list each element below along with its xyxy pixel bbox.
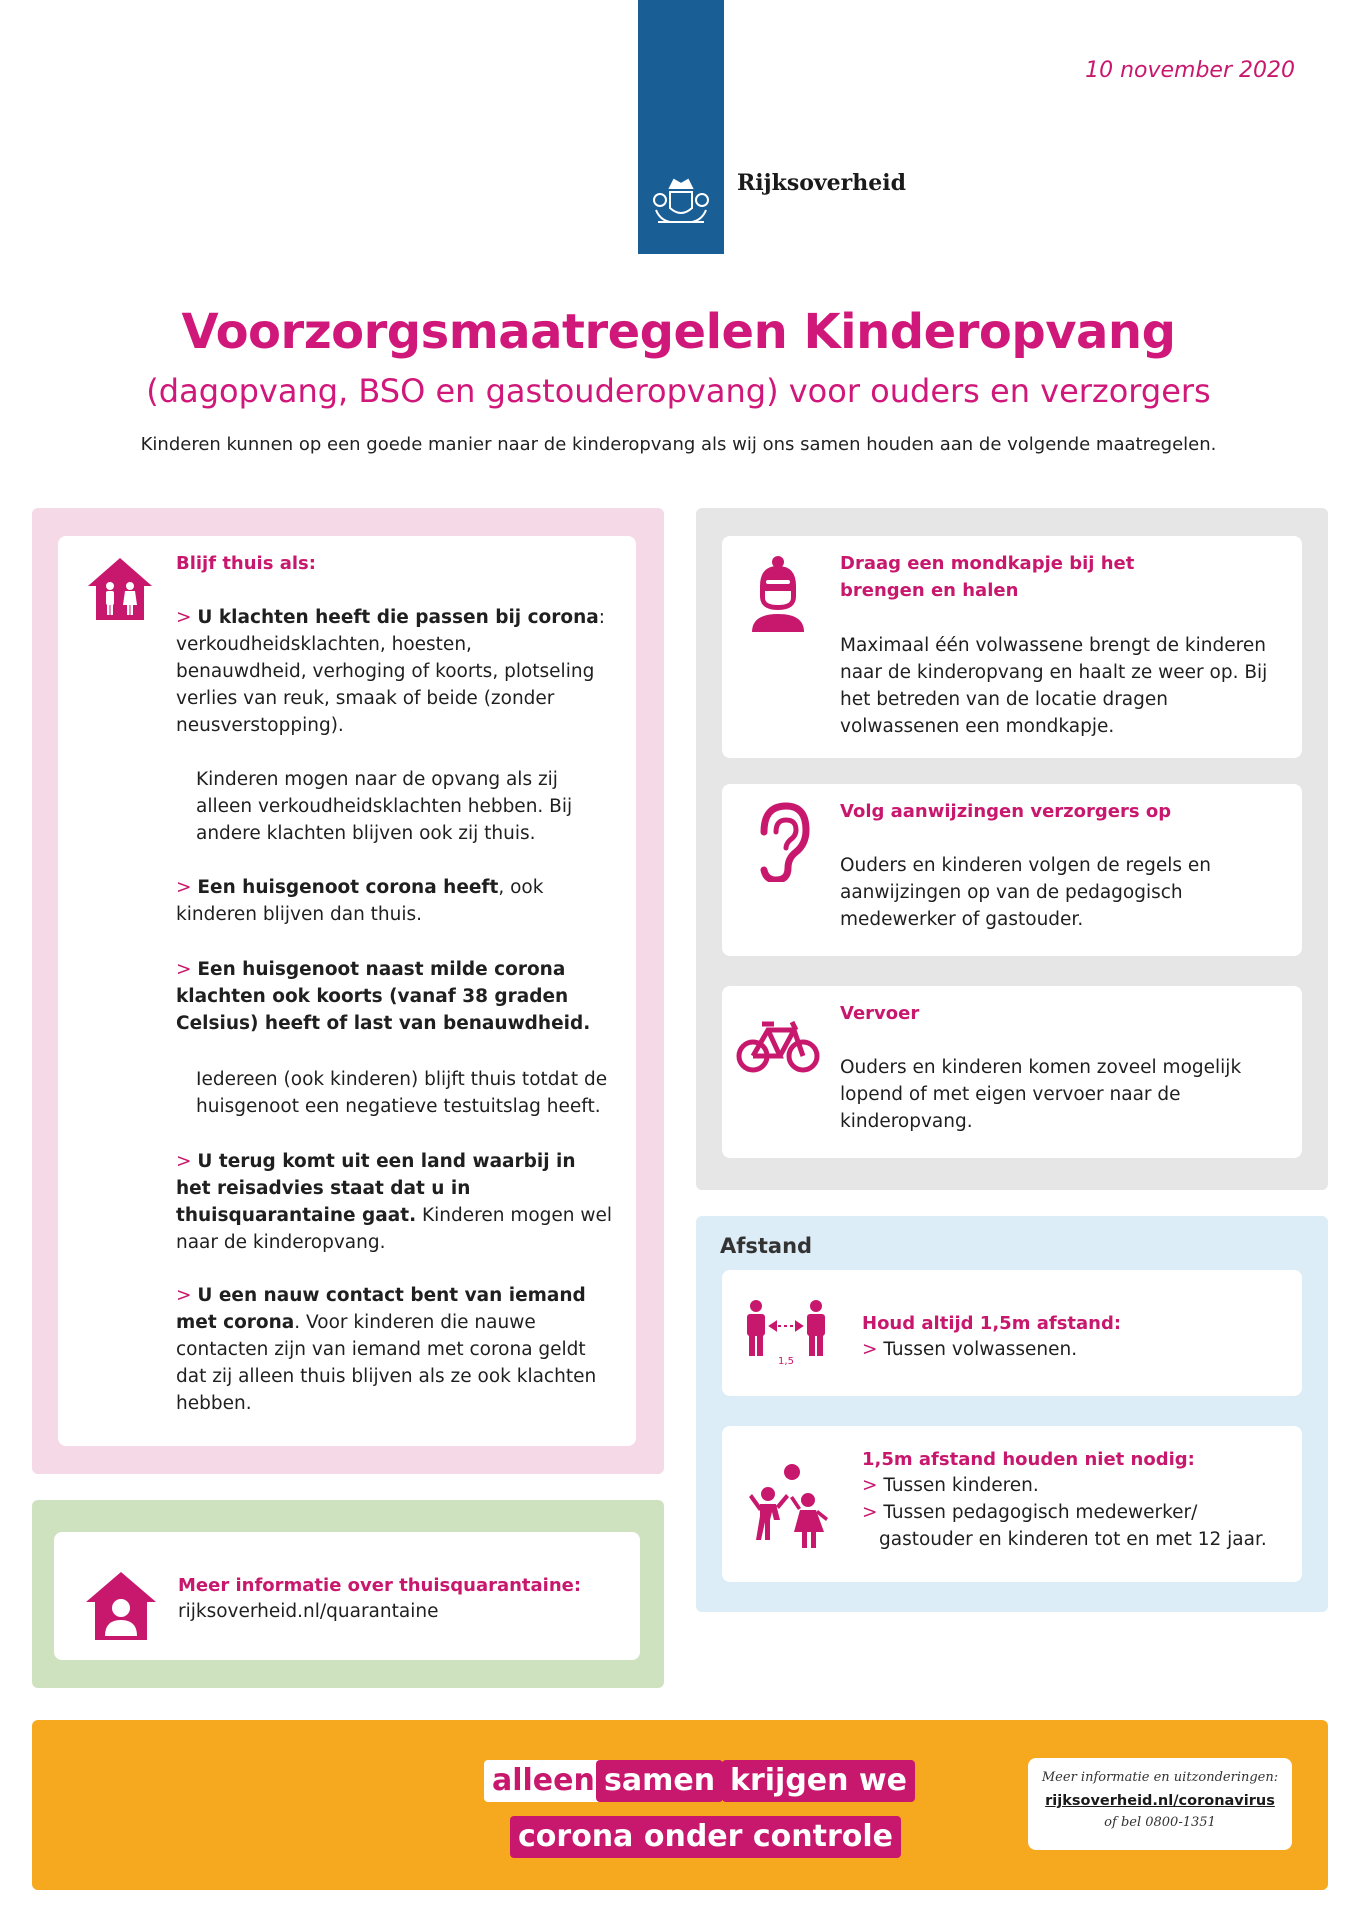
slogan-word-krijgen-we: krijgen we [722, 1760, 915, 1802]
publication-date: 10 november 2020 [1085, 58, 1295, 83]
stay-home-item-1: > U klachten heeft die passen bij corona: verkoudheidsklachten, hoesten, benauwdheid, verhoging of koorts, plotseling verlies van reuk, smaak of beide (zonder neusverstopping). [176, 607, 605, 736]
distance-people-icon [744, 1300, 830, 1368]
stay-home-card [58, 536, 636, 1446]
mask-card [722, 536, 1302, 758]
slogan-word-alleen: alleen [484, 1760, 603, 1802]
no-distance-card [722, 1426, 1302, 1582]
stay-home-item-3: > Een huisgenoot naast milde corona klachten ook koorts (vanaf 38 graden Celsius) heeft of last van benauwdheid. [176, 959, 591, 1034]
house-person-icon [84, 1570, 158, 1642]
quarantine-card [54, 1532, 640, 1660]
distance-title: Afstand [720, 1234, 813, 1258]
info-box-phone: of bel 0800-1351 [1104, 1815, 1216, 1830]
transport-body: Ouders en kinderen komen zoveel mogelijk lopend of met eigen vervoer naar de kinderopvang. [840, 1057, 1242, 1132]
stay-home-item-1-note: Kinderen mogen naar de opvang als zij alleen verkoudheidsklachten hebben. Bij andere klachten blijven ook zij thuis. [196, 769, 573, 844]
slogan-word-samen: samen [596, 1760, 723, 1802]
instructions-body: Ouders en kinderen volgen de regels en aanwijzingen op van de pedagogisch medewerker of gastouder. [840, 855, 1212, 930]
stay-home-item-2: > Een huisgenoot corona heeft, ook kinderen blijven dan thuis. [176, 877, 544, 925]
keep-distance-item: > Tussen volwassenen. [862, 1339, 1078, 1360]
stay-home-heading: Blijf thuis als: [176, 553, 316, 574]
info-box-link[interactable]: rijksoverheid.nl/coronavirus [1045, 1793, 1275, 1809]
page-title: Voorzorgsmaatregelen Kinderopvang [181, 304, 1176, 360]
royal-crest-icon [648, 166, 714, 232]
intro-text: Kinderen kunnen op een goede manier naar de kinderopvang als wij ons samen houden aan de volgende maatregelen. [140, 434, 1217, 455]
instructions-heading: Volg aanwijzingen verzorgers op [840, 801, 1172, 822]
transport-heading: Vervoer [840, 1003, 920, 1024]
quarantine-heading: Meer informatie over thuisquarantaine: [178, 1575, 582, 1596]
stay-home-item-3-note: Iedereen (ook kinderen) blijft thuis totdat de huisgenoot een negatieve testuitslag heeft. [196, 1069, 608, 1117]
slogan-line-2: corona onder controle [510, 1816, 901, 1858]
mask-body: Maximaal één volwassene brengt de kinderen naar de kinderopvang en haalt ze weer op. Bij het betreden van de locatie dragen volwassenen een mondkapje. [840, 635, 1268, 737]
no-distance-heading: 1,5m afstand houden niet nodig: [862, 1449, 1195, 1470]
keep-distance-heading: Houd altijd 1,5m afstand: [862, 1313, 1122, 1334]
info-box [1028, 1758, 1292, 1850]
bicycle-icon [736, 1016, 820, 1076]
playing-children-icon [748, 1464, 838, 1554]
quarantine-link[interactable]: rijksoverheid.nl/quarantaine [178, 1601, 439, 1622]
face-mask-icon [748, 554, 808, 632]
instructions-card [722, 784, 1302, 956]
transport-card [722, 986, 1302, 1158]
logo-bar [638, 0, 724, 254]
no-distance-item-1: > Tussen kinderen. [862, 1475, 1039, 1496]
logo-text: Rijksoverheid [737, 170, 907, 196]
ear-icon [754, 802, 810, 882]
page-subtitle: (dagopvang, BSO en gastouderopvang) voor ouders en verzorgers [146, 372, 1211, 410]
keep-distance-card [722, 1270, 1302, 1396]
mask-heading: Draag een mondkapje bij het brengen en halen [840, 553, 1135, 601]
house-family-icon [86, 556, 154, 622]
stay-home-item-5: > U een nauw contact bent van iemand met corona. Voor kinderen die nauwe contacten zijn van iemand met corona geldt dat zij alleen thuis blijven als ze ook klachten hebben. [176, 1285, 597, 1414]
distance-icon-label: 1,5 [778, 1356, 794, 1367]
info-box-label: Meer informatie en uitzonderingen: [1041, 1770, 1279, 1785]
stay-home-item-4: > U terug komt uit een land waarbij in het reisadvies staat dat u in thuisquarantaine gaat. Kinderen mogen wel naar de kinderopvang. [176, 1151, 613, 1253]
no-distance-item-2: > Tussen pedagogisch medewerker/ gastouder en kinderen tot en met 12 jaar. [862, 1502, 1267, 1550]
